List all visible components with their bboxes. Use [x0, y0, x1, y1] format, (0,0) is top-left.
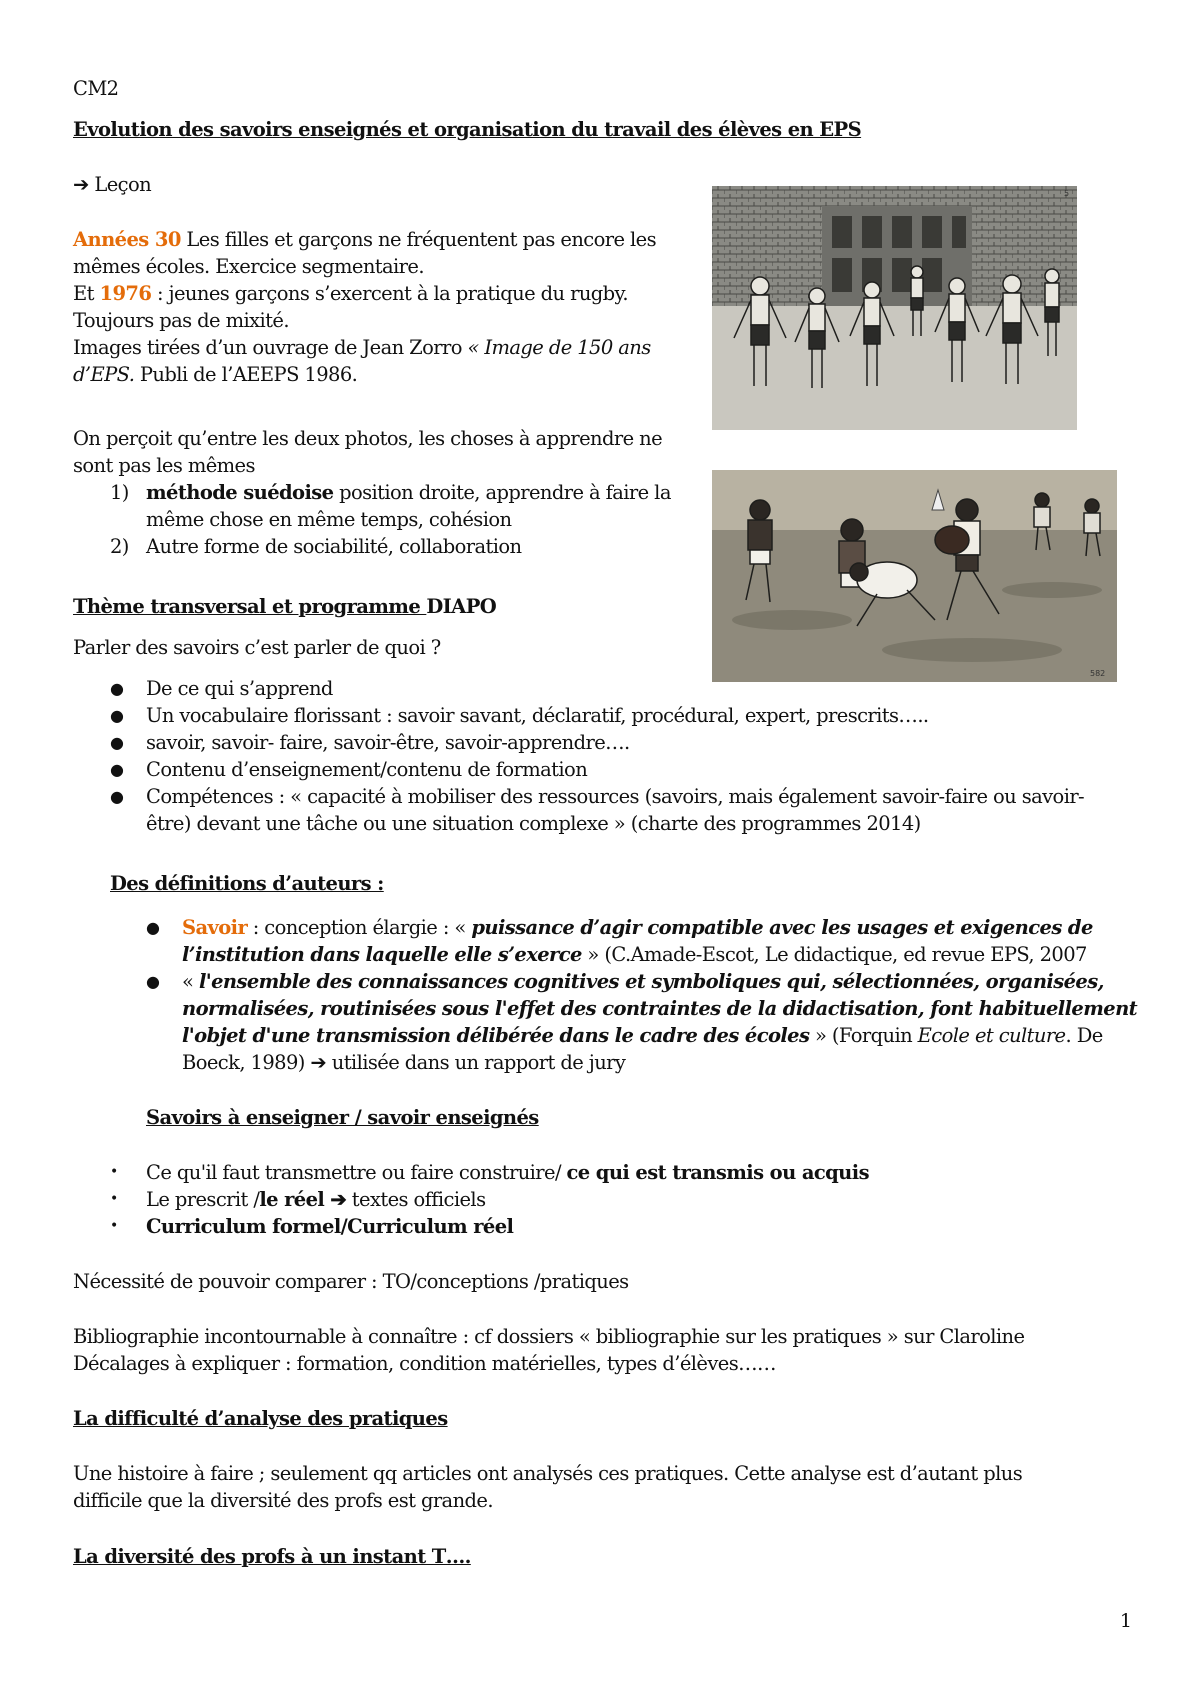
gymnastics-image [712, 186, 1077, 430]
rugby-image [712, 470, 1117, 682]
bullet-dot-icon: • [110, 1191, 119, 1207]
photo-swedish-gymnastics [712, 186, 1077, 430]
intro-line-3: Et 1976 : jeunes garçons s’exercent à la pratique du rugby. [73, 282, 628, 305]
list-item-continued: même chose en même temps, cohésion [146, 508, 512, 531]
bullet-dot-icon: ● [146, 972, 160, 991]
intro-line-5: Images tirées d’un ouvrage de Jean Zorro « Image de 150 ans [73, 336, 651, 359]
savoir-term: Savoir [182, 916, 248, 939]
list-number: 1) [110, 481, 129, 504]
bullet-dot-icon: ● [110, 679, 124, 698]
definition-2-line-4: Boeck, 1989) ➔ utilisée dans un rapport de jury [182, 1051, 626, 1074]
bullet-dot-icon: ● [110, 787, 124, 806]
intro-line-2: mêmes écoles. Exercice segmentaire. [73, 255, 424, 278]
list-item: Un vocabulaire florissant : savoir savant, déclaratif, procédural, expert, prescrits….. [146, 704, 929, 727]
list-item-continued: être) devant une tâche ou une situation complexe » (charte des programmes 2014) [146, 812, 921, 835]
perception-line-2: sont pas les mêmes [73, 454, 255, 477]
definition-1-line-2: l’institution dans laquelle elle s’exerce » (C.Amade-Escot, Le didactique, ed revue EPS, 2007 [182, 943, 1087, 966]
histoire-line-1: Une histoire à faire ; seulement qq articles ont analysés ces pratiques. Cette analyse est d’autant plus [73, 1462, 1023, 1485]
list-number: 2) [110, 535, 129, 558]
savoirs-heading: Savoirs à enseigner / savoir enseignés [146, 1106, 539, 1129]
diversity-heading: La diversité des profs à un instant T…. [73, 1545, 471, 1568]
definition-2-line-2: normalisées, routinisées sous l'effet des contraintes de la didactisation, font habituellement [182, 997, 1138, 1020]
difficulty-heading: La difficulté d’analyse des pratiques [73, 1407, 448, 1430]
list-item: méthode suédoise position droite, apprendre à faire la [146, 481, 671, 504]
year-1976: 1976 [99, 282, 152, 305]
bullet-dot-icon: ● [110, 733, 124, 752]
document-title: Evolution des savoirs enseignés et organisation du travail des élèves en EPS [73, 118, 862, 141]
list-item: Compétences : « capacité à mobiliser des ressources (savoirs, mais également savoir-faire ou savoir- [146, 785, 1085, 808]
intro-line-1: Années 30 Les filles et garçons ne fréquentent pas encore les [73, 228, 657, 251]
list-item: Contenu d’enseignement/contenu de formation [146, 758, 588, 781]
definition-2-line-1: « l'ensemble des connaissances cognitives et symboliques qui, sélectionnées, organisées, [182, 970, 1104, 993]
diapo-tag: DIAPO [426, 595, 497, 618]
bullet-dot-icon: ● [110, 760, 124, 779]
bullet-dot-icon: ● [146, 918, 160, 937]
bullet-dot-icon: • [110, 1218, 119, 1234]
photo-corner-label: 5 [1064, 189, 1070, 198]
savoirs-item-3: Curriculum formel/Curriculum réel [146, 1215, 514, 1238]
bullet-dot-icon: ● [110, 706, 124, 725]
page-number: 1 [1119, 1610, 1132, 1632]
arrow-right-icon: ➔ [330, 1188, 347, 1211]
necessite-line: Nécessité de pouvoir comparer : TO/conceptions /pratiques [73, 1270, 629, 1293]
year-1930s: Années 30 [73, 228, 181, 251]
intro-line-4: Toujours pas de mixité. [73, 309, 289, 332]
lesson-line [73, 171, 151, 198]
bullet-dot-icon: • [110, 1164, 119, 1180]
definition-1-line-1: Savoir : conception élargie : « puissance d’agir compatible avec les usages et exigences de [182, 916, 1093, 939]
savoirs-item-1: Ce qu'il faut transmettre ou faire construire/ ce qui est transmis ou acquis [146, 1161, 869, 1184]
arrow-right-icon: ➔ [310, 1051, 327, 1074]
savoirs-item-2: Le prescrit /le réel ➔ textes officiels [146, 1188, 486, 1211]
theme-question: Parler des savoirs c’est parler de quoi ? [73, 636, 441, 659]
definition-2-line-3: l'objet d'une transmission délibérée dans le cadre des écoles » (Forquin Ecole et culture. De [182, 1024, 1103, 1047]
intro-line-6: d’EPS. Publi de l’AEEPS 1986. [73, 363, 358, 386]
photo-rugby-1976 [712, 470, 1117, 682]
list-item: De ce qui s’apprend [146, 677, 333, 700]
histoire-line-2: difficile que la diversité des profs est grande. [73, 1489, 493, 1512]
arrow-right-icon: ➔ [73, 173, 89, 196]
decalages-line: Décalages à expliquer : formation, condition matérielles, types d’élèves…… [73, 1352, 776, 1375]
list-item: savoir, savoir- faire, savoir-être, savoir-apprendre…. [146, 731, 630, 754]
definitions-heading: Des définitions d’auteurs : [110, 872, 384, 895]
lesson-label: Leçon [94, 173, 152, 196]
perception-line-1: On perçoit qu’entre les deux photos, les choses à apprendre ne [73, 427, 663, 450]
photo-corner-label: 582 [1090, 669, 1106, 678]
bibliographie-line: Bibliographie incontournable à connaître : cf dossiers « bibliographie sur les pratiques » sur Claroline [73, 1325, 1025, 1348]
list-item: Autre forme de sociabilité, collaboration [146, 535, 522, 558]
theme-heading: Thème transversal et programme DIAPO [73, 595, 497, 618]
course-code: CM2 [73, 77, 119, 100]
